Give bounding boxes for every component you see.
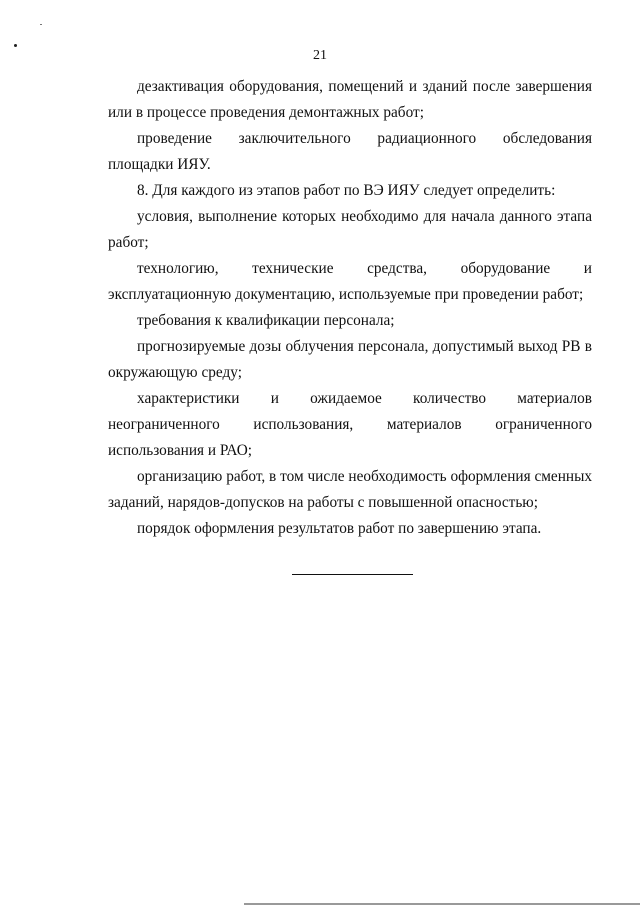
document-body (108, 74, 592, 542)
paragraph: прогнозируемые дозы облучения персонала, допустимый выход РВ в окружающую среду; (108, 338, 592, 381)
paragraph: требования к квалификации персонала; (137, 312, 395, 329)
paragraph: проведение заключительного радиационного обследования площадки ИЯУ. (108, 130, 592, 173)
paragraph: технологию, технические средства, оборудование и эксплуатационную документацию, используемые при проведении работ; (108, 260, 592, 303)
paragraph: характеристики и ожидаемое количество материалов неограниченного использования, материалов ограниченного использования и РАО; (108, 390, 592, 459)
page-number: 21 (313, 48, 327, 63)
scan-speck (40, 24, 42, 25)
paragraph: 8. Для каждого из этапов работ по ВЭ ИЯУ следует определить: (137, 182, 556, 199)
paragraph: порядок оформления результатов работ по завершению этапа. (137, 520, 542, 537)
closing-separator-line (292, 574, 413, 575)
paragraph: организацию работ, в том числе необходимость оформления сменных заданий, нарядов-допусков на работы с повышенной опасностью; (108, 468, 592, 511)
paragraph: условия, выполнение которых необходимо для начала данного этапа работ; (108, 208, 592, 251)
scan-speck (14, 44, 17, 47)
paragraph: дезактивация оборудования, помещений и зданий после завершения или в процессе проведения демонтажных работ; (108, 78, 592, 121)
